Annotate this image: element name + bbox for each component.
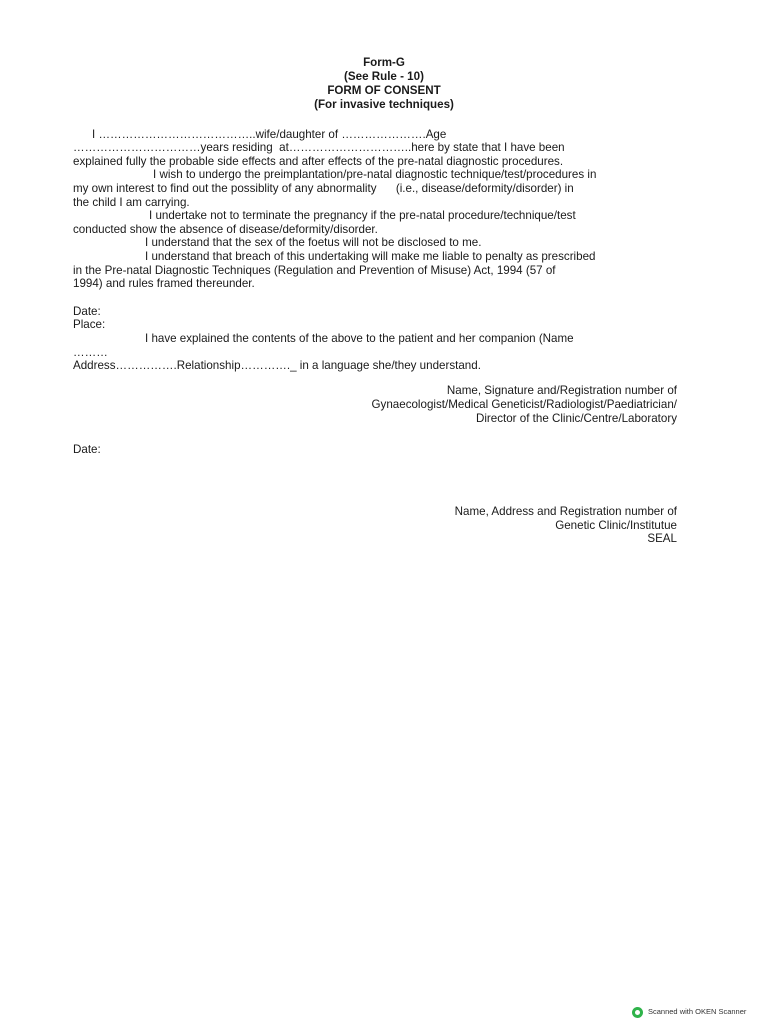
body-line: I undertake not to terminate the pregnancy if the pre-natal procedure/technique/test xyxy=(149,209,576,222)
signature-block-line: Director of the Clinic/Centre/Laboratory xyxy=(475,412,677,425)
scanner-watermark xyxy=(632,1006,746,1018)
date-label-2: Date: xyxy=(73,443,101,456)
rule-reference: (See Rule - 10) xyxy=(344,70,424,83)
explanation-line: ……… xyxy=(73,346,108,359)
body-line: I …………………………………..wife/daughter of ………………….Age xyxy=(92,128,447,141)
body-line: explained fully the probable side effects and after effects of the pre-natal diagnostic procedures. xyxy=(73,155,564,168)
body-line: in the Pre-natal Diagnostic Techniques (Regulation and Prevention of Misuse) Act, 1994 (57 of xyxy=(73,264,556,277)
place-label: Place: xyxy=(73,318,106,331)
date-label: Date: xyxy=(73,305,101,318)
body-line: I understand that breach of this undertaking will make me liable to penalty as prescribed xyxy=(145,250,596,263)
body-line: I understand that the sex of the foetus will not be disclosed to me. xyxy=(145,236,482,249)
form-title: FORM OF CONSENT xyxy=(327,84,441,97)
body-line: ……………………………years residing at…………………………..here by state that I have been xyxy=(73,141,565,154)
explanation-line: I have explained the contents of the above to the patient and her companion (Name xyxy=(145,332,574,345)
form-subtitle: (For invasive techniques) xyxy=(314,98,454,111)
clinic-block-line: Name, Address and Registration number of xyxy=(454,505,677,518)
body-line: conducted show the absence of disease/deformity/disorder. xyxy=(73,223,378,236)
oken-scanner-logo-icon xyxy=(632,1007,643,1018)
seal-label: SEAL xyxy=(647,532,677,545)
form-name: Form-G xyxy=(363,56,405,69)
signature-block-line: Name, Signature and/Registration number of xyxy=(446,384,677,397)
body-line: 1994) and rules framed thereunder. xyxy=(73,277,255,290)
scanner-text: Scanned with OKEN Scanner xyxy=(648,1007,747,1017)
signature-block-line: Gynaecologist/Medical Geneticist/Radiologist/Paediatrician/ xyxy=(371,398,677,411)
explanation-line: Address…………….Relationship…………._ in a language she/they understand. xyxy=(73,359,481,372)
body-line: my own interest to find out the possiblity of any abnormality (i.e., disease/deformity/disorder) in xyxy=(73,182,574,195)
body-line: I wish to undergo the preimplantation/pre-natal diagnostic technique/test/procedures in xyxy=(153,168,597,181)
clinic-block-line: Genetic Clinic/Institutue xyxy=(555,519,677,532)
body-line: the child I am carrying. xyxy=(73,196,190,209)
